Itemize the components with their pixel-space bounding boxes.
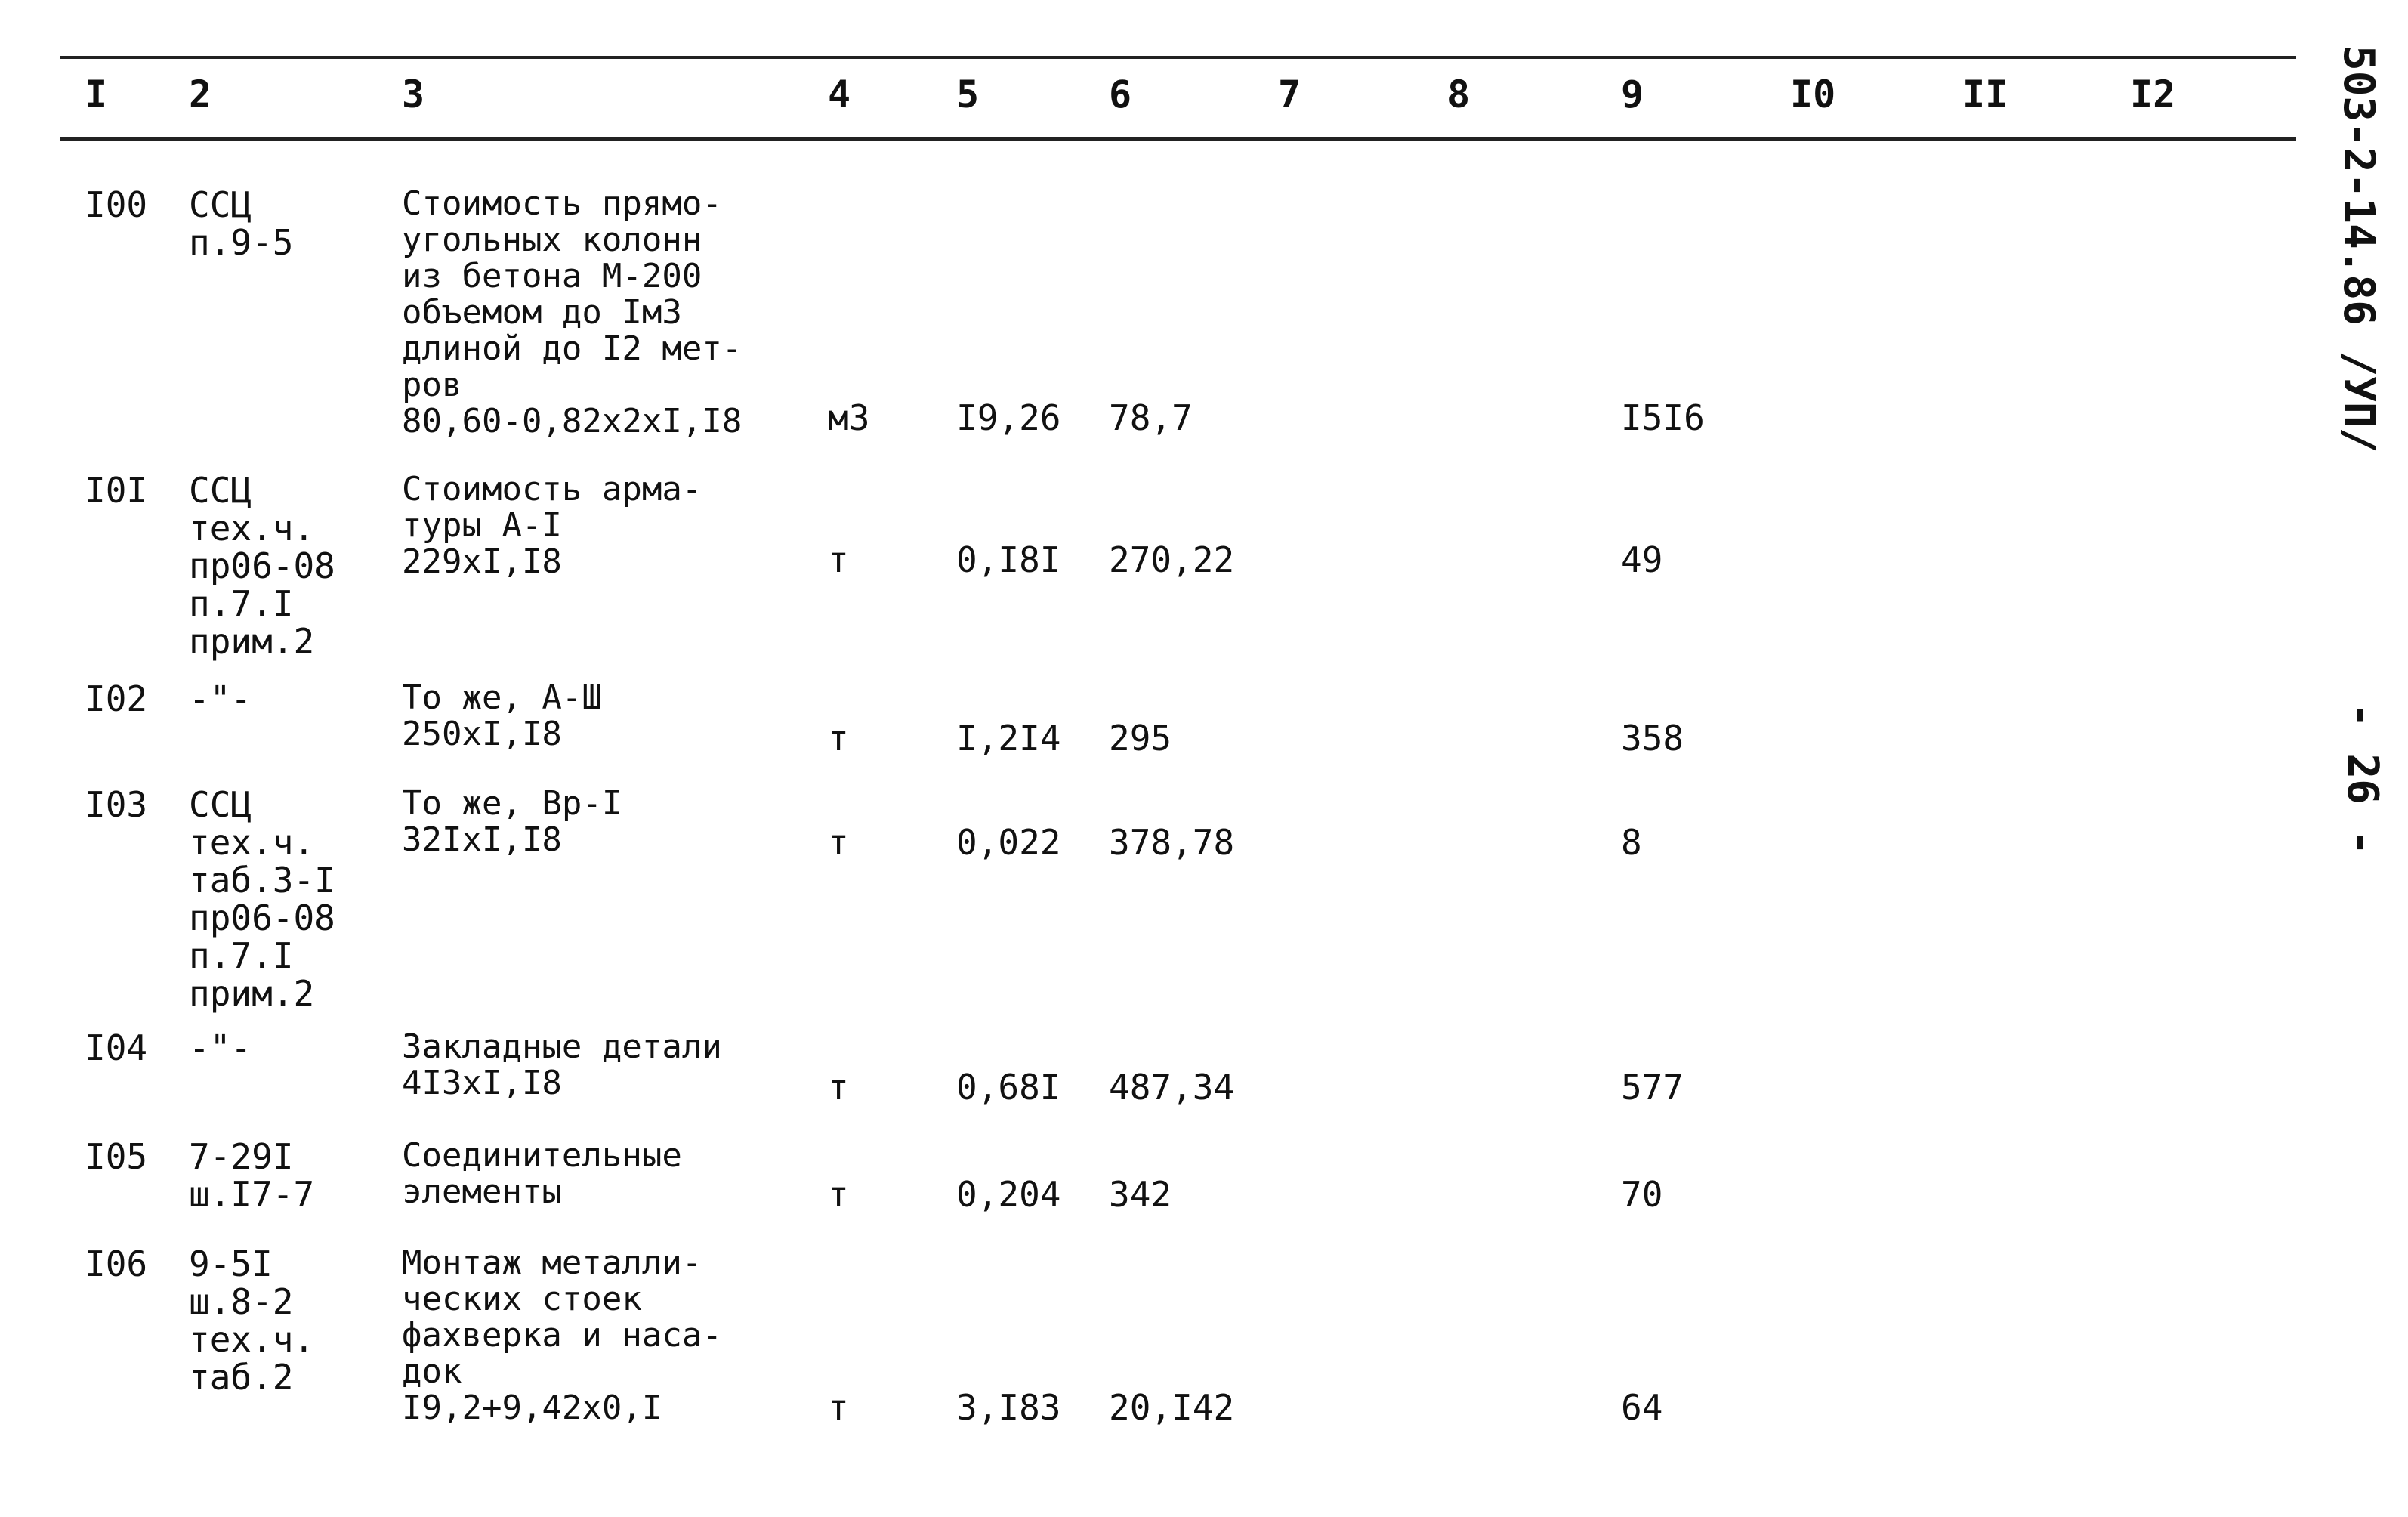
- row-number: I04: [85, 1027, 148, 1068]
- row-total: 70: [1621, 1174, 1663, 1215]
- col-header-1: I: [85, 73, 108, 116]
- row-unit-price: 78,7: [1109, 397, 1193, 438]
- row-description: Соединительные элементы: [402, 1136, 682, 1211]
- row-unit-price: 342: [1109, 1174, 1172, 1215]
- col-header-12: I2: [2130, 73, 2176, 116]
- row-unit-price: 487,34: [1109, 1067, 1235, 1108]
- row-quantity: 0,022: [956, 822, 1061, 863]
- col-header-6: 6: [1109, 73, 1132, 116]
- row-number: I05: [85, 1136, 148, 1177]
- row-code: ССЦ тех.ч. пр06-08 п.7.I прим.2: [189, 470, 335, 662]
- row-description: Закладные детали 4I3xI,I8: [402, 1027, 722, 1102]
- row-total: 64: [1621, 1387, 1663, 1428]
- row-code: ССЦ тех.ч. таб.3-I пр06-08 п.7.I прим.2: [189, 784, 335, 1014]
- header-top-rule: [60, 56, 2296, 59]
- row-total: 358: [1621, 718, 1684, 758]
- row-total: 577: [1621, 1067, 1684, 1108]
- col-header-2: 2: [189, 73, 212, 116]
- row-number: I06: [85, 1244, 148, 1284]
- row-code: -"-: [189, 1027, 252, 1068]
- row-unit-price: 270,22: [1109, 539, 1235, 580]
- row-unit: м3: [828, 397, 870, 438]
- row-description: Монтаж металли- ческих стоек фахверка и наса- док I9,2+9,42x0,I: [402, 1244, 722, 1427]
- col-header-4: 4: [828, 73, 851, 116]
- row-total: 49: [1621, 539, 1663, 580]
- page-number: - 26 -: [2338, 703, 2387, 856]
- row-number: I02: [85, 678, 148, 719]
- col-header-5: 5: [956, 73, 980, 116]
- row-quantity: 0,68I: [956, 1067, 1061, 1108]
- row-quantity: 0,204: [956, 1174, 1061, 1215]
- row-unit-price: 20,I42: [1109, 1387, 1235, 1428]
- row-unit: т: [828, 718, 849, 758]
- row-unit: т: [828, 1174, 849, 1215]
- row-unit: т: [828, 822, 849, 863]
- row-unit: т: [828, 1387, 849, 1428]
- row-code: 7-29I ш.I7-7: [189, 1136, 315, 1215]
- col-header-3: 3: [402, 73, 425, 116]
- row-number: I0I: [85, 470, 148, 511]
- row-number: I00: [85, 184, 148, 225]
- document-code: 503-2-14.86 /УП/: [2334, 45, 2383, 453]
- row-description: То же, Вр-I 32IxI,I8: [402, 784, 622, 859]
- row-quantity: 0,I8I: [956, 539, 1061, 580]
- row-unit-price: 378,78: [1109, 822, 1235, 863]
- row-quantity: 3,I83: [956, 1387, 1061, 1428]
- row-description: Стоимость прямо- угольных колонн из бетона М-200 объемом до Iм3 длиной до I2 мет- ров 80,60-0,82x2xI,I8: [402, 184, 742, 440]
- row-code: 9-5I ш.8-2 тех.ч. таб.2: [189, 1244, 315, 1398]
- row-unit: т: [828, 539, 849, 580]
- row-total: 8: [1621, 822, 1642, 863]
- col-header-8: 8: [1447, 73, 1471, 116]
- row-number: I03: [85, 784, 148, 825]
- row-description: Стоимость арма- туры А-I 229xI,I8: [402, 470, 702, 581]
- col-header-10: I0: [1790, 73, 1836, 116]
- row-total: I5I6: [1621, 397, 1705, 438]
- row-description: То же, А-Ш 250xI,I8: [402, 678, 602, 753]
- row-quantity: I9,26: [956, 397, 1061, 438]
- row-unit-price: 295: [1109, 718, 1172, 758]
- col-header-9: 9: [1621, 73, 1644, 116]
- row-unit: т: [828, 1067, 849, 1108]
- col-header-11: II: [1962, 73, 2008, 116]
- header-bottom-rule: [60, 137, 2296, 141]
- row-code: -"-: [189, 678, 252, 719]
- col-header-7: 7: [1278, 73, 1301, 116]
- row-code: ССЦ п.9-5: [189, 184, 294, 263]
- row-quantity: I,2I4: [956, 718, 1061, 758]
